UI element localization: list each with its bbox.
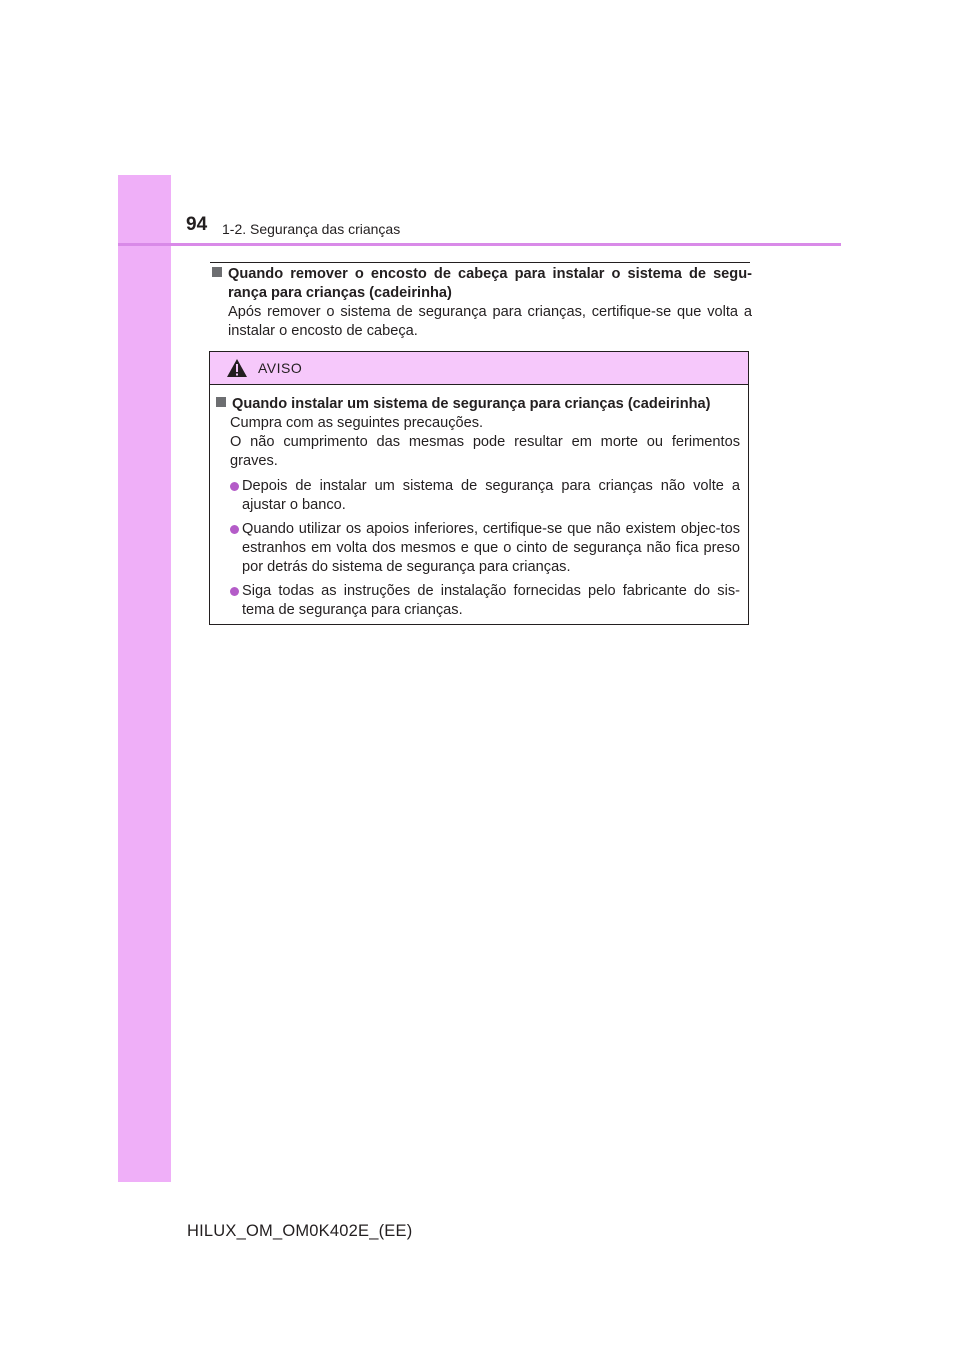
sidebar-tab <box>118 175 171 1182</box>
round-bullet-icon <box>230 587 239 596</box>
page-number: 94 <box>186 214 208 235</box>
square-bullet-icon <box>216 397 226 407</box>
warning-content <box>210 385 748 620</box>
warning-heading-text: Quando instalar um sistema de segurança para crianças (cadeirinha) <box>232 396 711 412</box>
note-body: Após remover o sistema de segurança para crianças, certifique-se que volta a instalar o encosto de cabeça. <box>228 304 752 339</box>
list-item-text: Siga todas as instruções de instalação fornecidas pelo fabricante do sis-tema de segurança para crianças. <box>242 583 740 618</box>
warning-heading <box>216 395 740 414</box>
note-heading <box>212 265 752 303</box>
warning-triangle-icon <box>226 358 248 378</box>
warning-box <box>209 351 749 625</box>
warning-header <box>210 352 748 385</box>
list-item <box>216 477 740 515</box>
warning-label: AVISO <box>258 360 303 376</box>
list-item-text: Depois de instalar um sistema de segurança para crianças não volte a ajustar o banco. <box>242 478 740 513</box>
section-title: 1-2. Segurança das crianças <box>222 221 401 237</box>
document-code: HILUX_OM_OM0K402E_(EE) <box>187 1222 413 1240</box>
section-divider <box>210 262 750 263</box>
note-block <box>212 265 752 341</box>
round-bullet-icon <box>230 525 239 534</box>
square-bullet-icon <box>212 267 222 277</box>
warning-intro: Cumpra com as seguintes precauções. <box>230 415 484 431</box>
header-rule <box>118 243 841 246</box>
note-heading-text: Quando remover o encosto de cabeça para instalar o sistema de segu-rança para crianças (cadeirinha) <box>228 266 752 301</box>
list-item <box>216 582 740 620</box>
round-bullet-icon <box>230 482 239 491</box>
list-item <box>216 520 740 577</box>
warning-list <box>216 477 740 620</box>
warning-consequence: O não cumprimento das mesmas pode resultar em morte ou ferimentos graves. <box>230 434 740 469</box>
list-item-text: Quando utilizar os apoios inferiores, certifique-se que não existem objec-tos estranhos em volta dos mesmos e que o cinto de segurança não fica preso por detrás do sistema de segurança para crianças. <box>242 521 740 575</box>
